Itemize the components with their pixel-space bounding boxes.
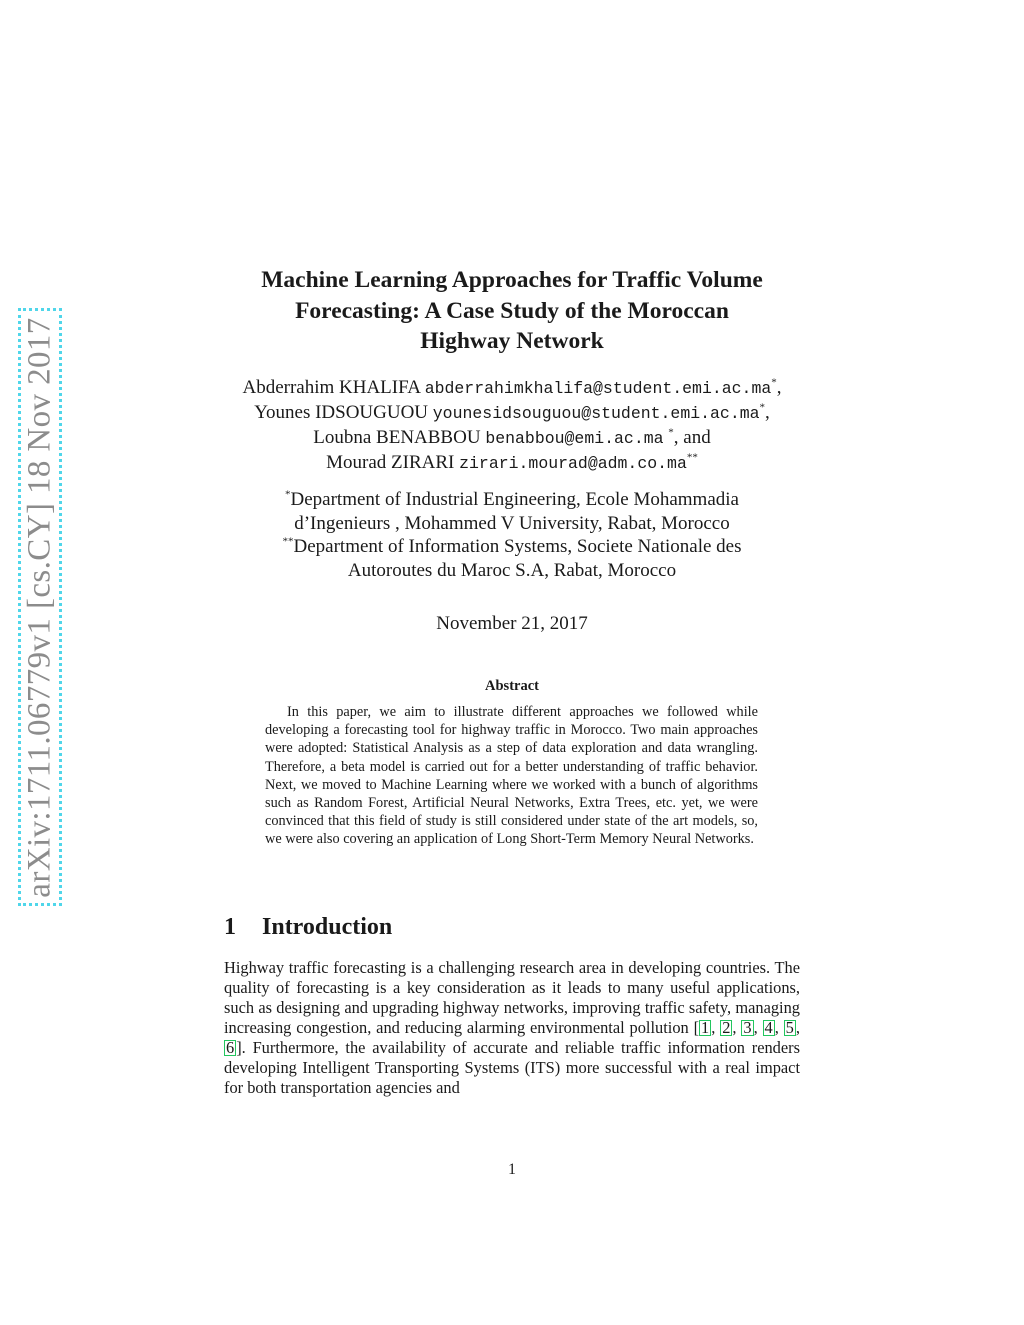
author-name: Younes IDSOUGUOU: [254, 402, 429, 423]
affiliation-mark: *: [759, 401, 766, 414]
affiliation-mark: *: [771, 376, 777, 389]
affiliation-text: d’Ingenieurs , Mohammed V University, Rabat, Morocco: [294, 512, 730, 534]
publication-date: November 21, 2017: [436, 613, 588, 634]
citation-link[interactable]: 5: [785, 1018, 794, 1037]
affiliation-mark: **: [686, 451, 698, 464]
author-line: [212, 401, 812, 426]
affiliation-mark: *: [668, 426, 674, 439]
author-email[interactable]: younesidsouguou@student.emi.ac.ma: [432, 404, 760, 423]
author-line: [212, 376, 812, 401]
affiliation-list: [212, 488, 812, 582]
paper-title: [212, 265, 812, 357]
author-name: Mourad ZIRARI: [326, 452, 455, 473]
citation-link[interactable]: 4: [764, 1018, 773, 1037]
arxiv-id[interactable]: arXiv:1711.06779v1 [cs.CY] 18 Nov 2017: [21, 316, 58, 898]
affiliation-line: [212, 488, 812, 512]
abstract-text: In this paper, we aim to illustrate different approaches we followed while developing a forecasting tool for highway traffic in Morocco. Two main approaches were adopted: Statistical Analysis as a step of data exploration and data wrangling. Therefore, a beta model is carried out for a better understanding of traffic behavior. Next, we moved to Machine Learning where we worked with a bunch of algorithms such as Random Forest, Artificial Neural Networks, Extra Trees, etc. yet, we were convinced that this field of study is still considered under state of the art models, so, we were also covering an application of Long Short-Term Memory Neural Networks.: [265, 704, 758, 848]
intro-text: Highway traffic forecasting is a challenging research area in developing countries. The quality of forecasting is a key consideration as it leads to many useful applications, such as designing and upgrading highway networks, improving traffic safety, managing increasing congestion, and reducing alarming environmental pollution [: [224, 958, 800, 1037]
affiliation-mark: **: [282, 535, 294, 548]
author-line: [212, 426, 812, 451]
section-number: 1: [224, 914, 236, 940]
intro-text: ]. Furthermore, the availability of accurate and reliable traffic information renders developing Intelligent Transporting Systems (ITS) more successful with a real impact for both transportation agencies and: [224, 1038, 800, 1097]
arxiv-stamp: [18, 308, 62, 906]
author-list: [212, 376, 812, 476]
introduction-paragraph: Highway traffic forecasting is a challenging research area in developing countries. The quality of forecasting is a key consideration as it leads to many useful applications, such as designing and upgrading highway networks, improving traffic safety, managing increasing congestion, and reducing alarming environmental pollution [ 1 , 2 , 3 , 4 , 5 , 6 ]. Furthermore, the availability of accurate and reliable traffic information renders developing Intelligent Transporting Systems (ITS) more successful with a real impact for both transportation agencies and: [224, 958, 800, 1097]
affiliation-line: [212, 559, 812, 583]
abstract-title: Abstract: [485, 678, 539, 694]
author-separator: ,: [776, 377, 782, 398]
author-name: Loubna BENABBOU: [313, 427, 481, 448]
section-title: Introduction: [262, 914, 393, 940]
citation-link[interactable]: 1: [701, 1018, 710, 1037]
affiliation-text: Autoroutes du Maroc S.A, Rabat, Morocco: [347, 559, 677, 581]
citation-link[interactable]: 3: [743, 1018, 752, 1037]
author-email[interactable]: benabbou@emi.ac.ma: [485, 429, 664, 448]
author-line: [212, 451, 812, 476]
citation-link[interactable]: 6: [226, 1038, 235, 1057]
title-line: Machine Learning Approaches for Traffic Volume: [261, 267, 763, 293]
title-line: Forecasting: A Case Study of the Moroccan: [295, 297, 729, 324]
author-separator: ,: [765, 402, 770, 423]
title-line: Highway Network: [420, 328, 604, 354]
author-email[interactable]: zirari.mourad@adm.co.ma: [459, 454, 687, 473]
affiliation-line: [212, 512, 812, 536]
author-name: Abderrahim KHALIFA: [242, 377, 420, 398]
affiliation-text: Department of Information Systems, Societe Nationale des: [293, 536, 742, 557]
author-separator: , and: [673, 427, 711, 448]
page-number: 1: [508, 1161, 516, 1178]
citation-link[interactable]: 2: [722, 1018, 731, 1037]
section-heading: [224, 912, 392, 942]
affiliation-mark: *: [285, 488, 291, 501]
affiliation-line: [212, 535, 812, 559]
author-email[interactable]: abderrahimkhalifa@student.emi.ac.ma: [424, 379, 772, 398]
affiliation-text: Department of Industrial Engineering, Ecole Mohammadia: [290, 489, 739, 510]
